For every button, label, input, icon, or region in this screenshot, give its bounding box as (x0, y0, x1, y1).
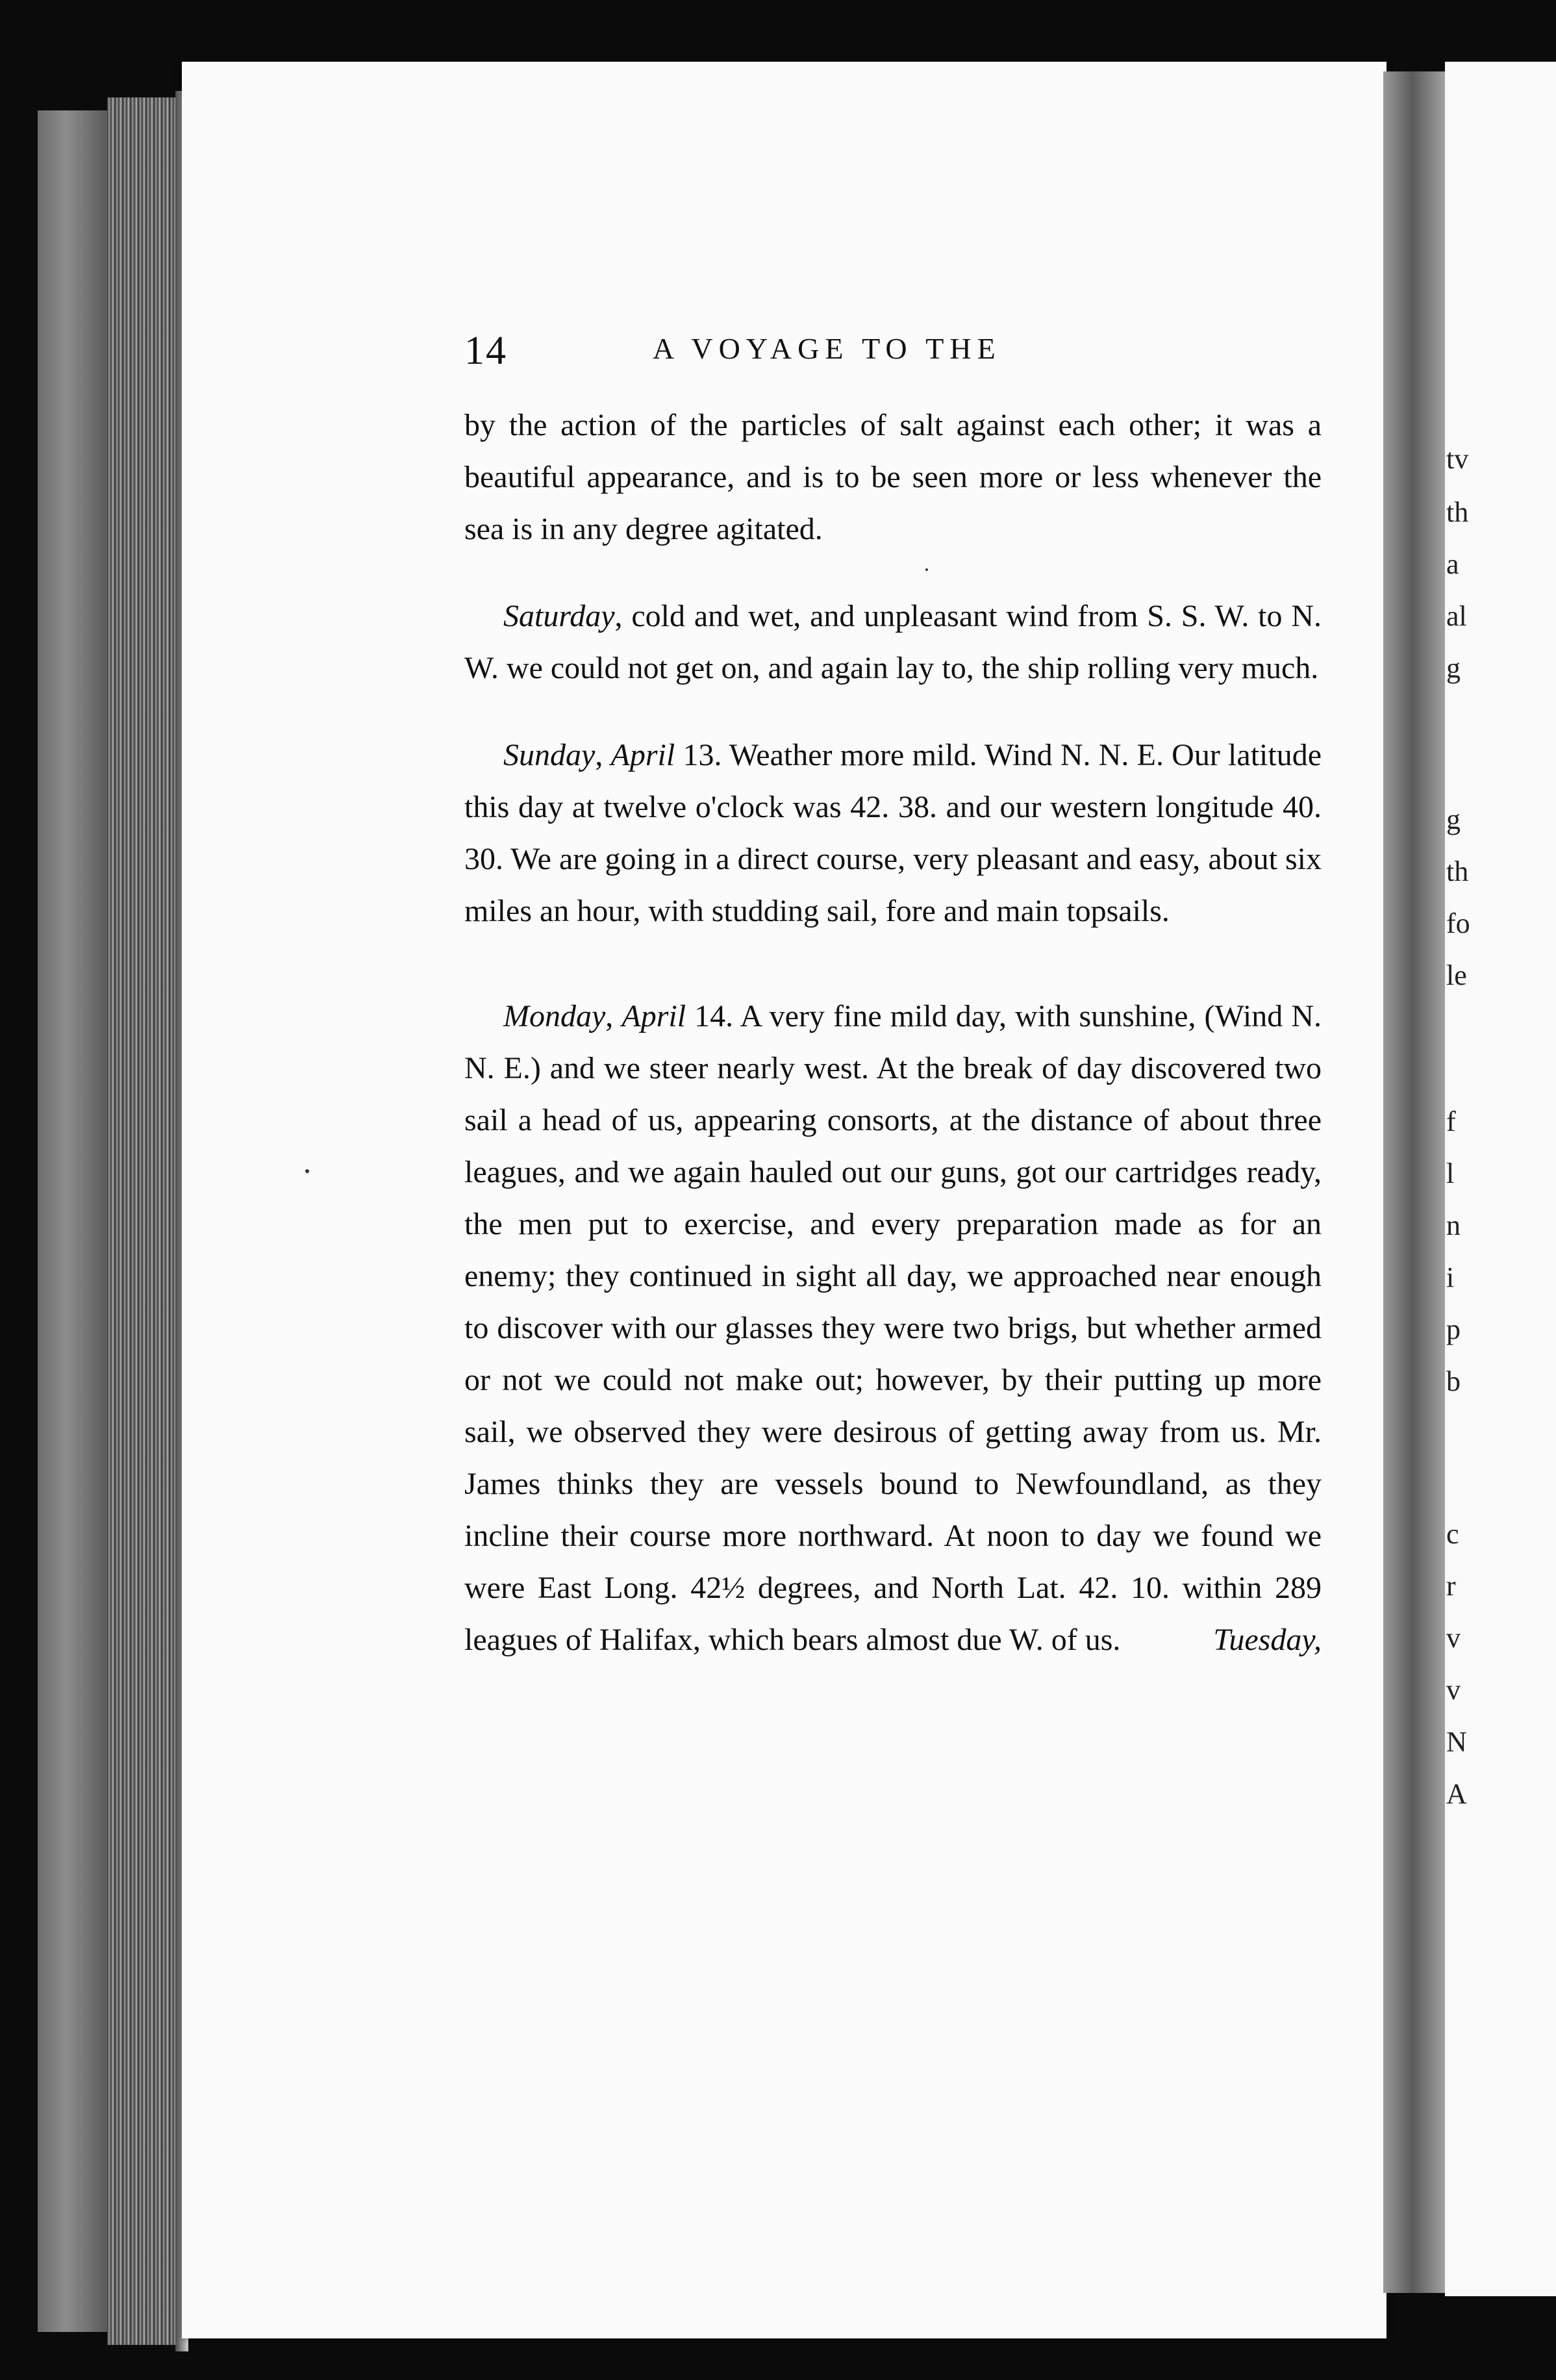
day-name: Saturday (503, 599, 615, 633)
facing-page-fragment: g (1446, 652, 1461, 684)
facing-page-fragment: n (1446, 1209, 1461, 1241)
paragraph-text: , cold and wet, and unpleasant wind from S. S. W. to N. W. we could not get on, and again lay to, the ship rolling very much. (464, 599, 1322, 685)
facing-page-fragment: i (1446, 1261, 1455, 1293)
facing-page-fragment: v (1446, 1622, 1461, 1654)
facing-page-fragment: r (1446, 1570, 1456, 1602)
print-speck (305, 1169, 309, 1173)
paragraph-continuation: by the action of the particles of salt against each other; it was a beautiful appearance, and is to be seen more or less whenever the sea is in any degree agitated. (464, 408, 1322, 546)
page-number: 14 (464, 329, 507, 373)
page-gutter (1383, 71, 1448, 2293)
facing-page-fragment: l (1446, 1158, 1455, 1189)
facing-page-fragment: fo (1446, 907, 1470, 939)
paragraph-saturday (464, 590, 1322, 694)
month-name: April (621, 999, 686, 1033)
catchword: Tuesday, (1213, 1623, 1322, 1657)
facing-page-fragment: a (1446, 548, 1459, 580)
facing-page-fragment: p (1446, 1313, 1461, 1345)
facing-page-fragment: th (1446, 496, 1469, 528)
facing-page-fragment: f (1446, 1106, 1456, 1137)
facing-page-fragment: al (1446, 600, 1467, 632)
running-head: A VOYAGE TO THE (653, 332, 1001, 365)
month-name: April (610, 738, 675, 772)
facing-page-fragment: th (1446, 855, 1469, 887)
print-speck (925, 568, 928, 571)
paragraph-sunday: Sunday, April 13. Weather more mild. Wind N. N. E. Our latitude this day at twelve o'clock was 42. 38. and our western longitude 40. 30. We are going in a direct course, very pleasant and easy, about six miles an hour, with studding sail, fore and main topsails. (464, 738, 1322, 928)
facing-page-fragment: N (1446, 1726, 1467, 1758)
paragraph-monday: Monday, April 14. A very fine mild day, with sunshine, (Wind N. N. E.) and we steer nearly west. At the break of day discovered two sail a head of us, appearing consorts, at the distance of about three leagues, and we again hauled out our guns, got our cartridges ready, the men put to exercise, and every preparation made as for an enemy; they continued in sight all day, we approached near enough to discover with our glasses they were two brigs, but whether armed or not we could not make out; however, by their putting up more sail, we observed they were desirous of getting away from us. Mr. James thinks they are vessels bound to Newfoundland, as they incline their course more northward. At noon to day we found we were East Long. 42½ degrees, and North Lat. 42. 10. within 289 leagues of Halifax, which bears almost due W. of us. (464, 999, 1322, 1657)
facing-page-fragment: le (1446, 959, 1467, 991)
facing-page-fragment: v (1446, 1674, 1461, 1706)
page-stack-edge (107, 97, 179, 2345)
paragraph-text: 14. A very fine mild day, with sunshine, (Wind N. N. E.) and we steer nearly west. At the break of day discovered two sail a head of us, appearing consorts, at the distance of about three leagues, and we again hauled out our guns, got our cartridges ready, the men put to exercise, and every preparation made as for an enemy; they continued in sight all day, we approached near enough to discover with our glasses they were two brigs, but whether armed or not we could not make out; however, by their putting up more sail, we observed they were desirous of getting away from us. Mr. James thinks they are vessels bound to Newfoundland, as they incline their course more northward. At noon to day we found we were East Long. 42½ degrees, and North Lat. 42. 10. within 289 leagues of Halifax, which bears almost due W. of us. (464, 999, 1322, 1657)
facing-page-edge (1445, 62, 1556, 2296)
day-name: Monday (503, 999, 606, 1033)
facing-page-fragment: c (1446, 1518, 1459, 1550)
facing-page-fragment: b (1446, 1365, 1461, 1397)
page-body-text (464, 399, 1322, 1666)
binding-edge (38, 110, 109, 2332)
facing-page-fragment: A (1446, 1778, 1467, 1810)
facing-page-fragment: tv (1446, 443, 1469, 475)
day-name: Sunday (503, 738, 596, 772)
paragraph-text: 13. Weather more mild. Wind N. N. E. Our latitude this day at twelve o'clock was 42. 38. and our western longitude 40. 30. We are going in a direct course, very pleasant and easy, about six miles an hour, with studding sail, fore and main topsails. (464, 738, 1322, 928)
facing-page-fragment: g (1446, 804, 1461, 835)
